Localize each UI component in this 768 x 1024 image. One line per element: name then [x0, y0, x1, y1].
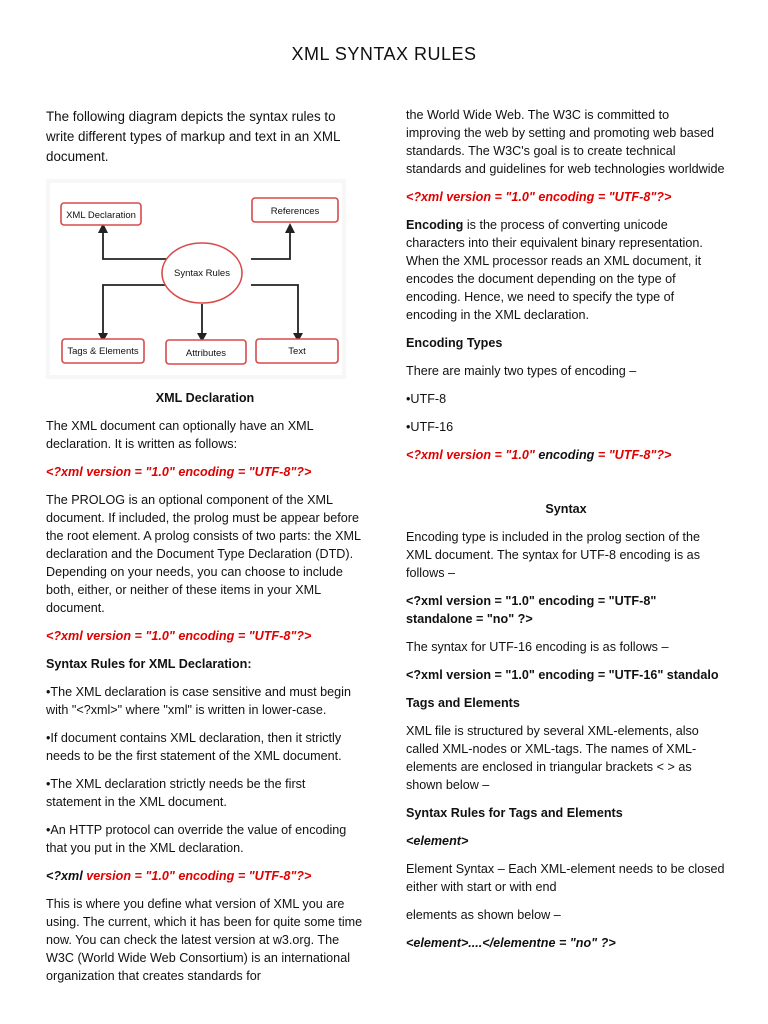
paragraph: The XML document can optionally have an XML declaration. It is written as follows:	[46, 419, 314, 451]
code-part: <?xml	[46, 869, 83, 883]
paragraph: The syntax for UTF-16 encoding is as follows –	[406, 640, 669, 654]
code-part: = "UTF-8"?>	[594, 448, 672, 462]
paragraph: Encoding type is included in the prolog section of the XML document. The syntax for UTF-8 encoding is as follows –	[406, 530, 701, 580]
code-part: <?xml version = "1.0"	[406, 448, 535, 462]
label-text: Text	[288, 346, 306, 357]
paragraph: There are mainly two types of encoding –	[406, 364, 637, 378]
paragraph: The PROLOG is an optional component of the XML document. If included, the prolog must be appear before the root element. A prolog consists of two parts: the XML declaration and the Document Type Declaration (DTD). Depending on your needs, you can choose to include both, either, or neither of these items in your XML document.	[46, 493, 361, 615]
code-utf8: <?xml version = "1.0" encoding = "UTF-8" standalone = "no" ?>	[406, 594, 657, 626]
rule-item: •If document contains XML declaration, then it strictly needs to be the first statement of the XML document.	[46, 731, 342, 763]
right-column	[406, 106, 726, 962]
syntax-rules-diagram	[46, 179, 346, 379]
encoding-term: Encoding	[406, 218, 464, 232]
label-references: References	[270, 206, 320, 217]
code-snippet: <?xml version = "1.0" encoding = "UTF-8"?>	[46, 629, 312, 643]
label-xml-declaration: XML Declaration	[66, 210, 136, 221]
code-snippet	[406, 446, 726, 464]
paragraph: the World Wide Web. The W3C is committed to improving the web by setting and promoting web based standards. The W3C's goal is to create technical standards and guidelines for web technologies worldwide	[406, 108, 725, 176]
code-snippet: <?xml version = "1.0" encoding = "UTF-8"?>	[406, 190, 672, 204]
code-snippet: <?xml version = "1.0" encoding = "UTF-8"?>	[46, 465, 312, 479]
rule-item: •The XML declaration is case sensitive and must begin with "<?xml>" where "xml" is written in lower-case.	[46, 685, 351, 717]
paragraph: Element Syntax – Each XML-element needs to be closed either with start or with end	[406, 862, 725, 894]
element-code: <element>....</elementne = "no" ?>	[406, 936, 616, 950]
left-column	[46, 107, 364, 995]
paragraph: XML file is structured by several XML-elements, also called XML-nodes or XML-tags. The names of XML-elements are enclosed in triangular brackets < > as shown below –	[406, 724, 699, 792]
label-tags-elements: Tags & Elements	[67, 346, 139, 357]
paragraph: This is where you define what version of XML you are using. The current, which it has been for quite some time now. You can check the latest version at w3.org. The W3C (World Wide Web Consortium) is an international organization that creates standards for	[46, 897, 363, 983]
list-item: •UTF-16	[406, 420, 454, 434]
label-attributes: Attributes	[185, 348, 227, 359]
code-utf16: <?xml version = "1.0" encoding = "UTF-16" standalo	[406, 668, 719, 682]
code-part: version = "1.0" encoding = "UTF-8"?>	[82, 869, 312, 883]
rules-heading: Syntax Rules for XML Declaration:	[46, 657, 252, 671]
syntax-heading: Syntax	[545, 502, 587, 516]
rule-item: •An HTTP protocol can override the value of encoding that you put in the XML declaration.	[46, 823, 347, 855]
element-code: <element>	[406, 834, 469, 848]
encoding-description: is the process of converting unicode characters into their equivalent binary representation. When the XML processor reads an XML document, it encodes the document depending on the type of encoding. Hence, we need to specify the type of encoding in the XML declaration.	[406, 218, 703, 322]
encoding-paragraph	[406, 216, 726, 324]
code-part: encoding	[534, 448, 595, 462]
intro-paragraph: The following diagram depicts the syntax rules to write different types of markup and text in an XML document.	[46, 109, 340, 164]
label-syntax-rules: Syntax Rules	[174, 268, 230, 279]
rule-item: •The XML declaration strictly needs be the first statement in the XML document.	[46, 777, 306, 809]
list-item: •UTF-8	[406, 392, 447, 406]
encoding-types-heading: Encoding Types	[406, 336, 503, 350]
xml-declaration-heading: XML Declaration	[155, 391, 255, 405]
tags-heading: Tags and Elements	[406, 696, 520, 710]
tags-rules-heading: Syntax Rules for Tags and Elements	[406, 806, 623, 820]
paragraph: elements as shown below –	[406, 908, 561, 922]
page-title: XML SYNTAX RULES	[291, 44, 477, 64]
code-snippet	[46, 867, 364, 885]
